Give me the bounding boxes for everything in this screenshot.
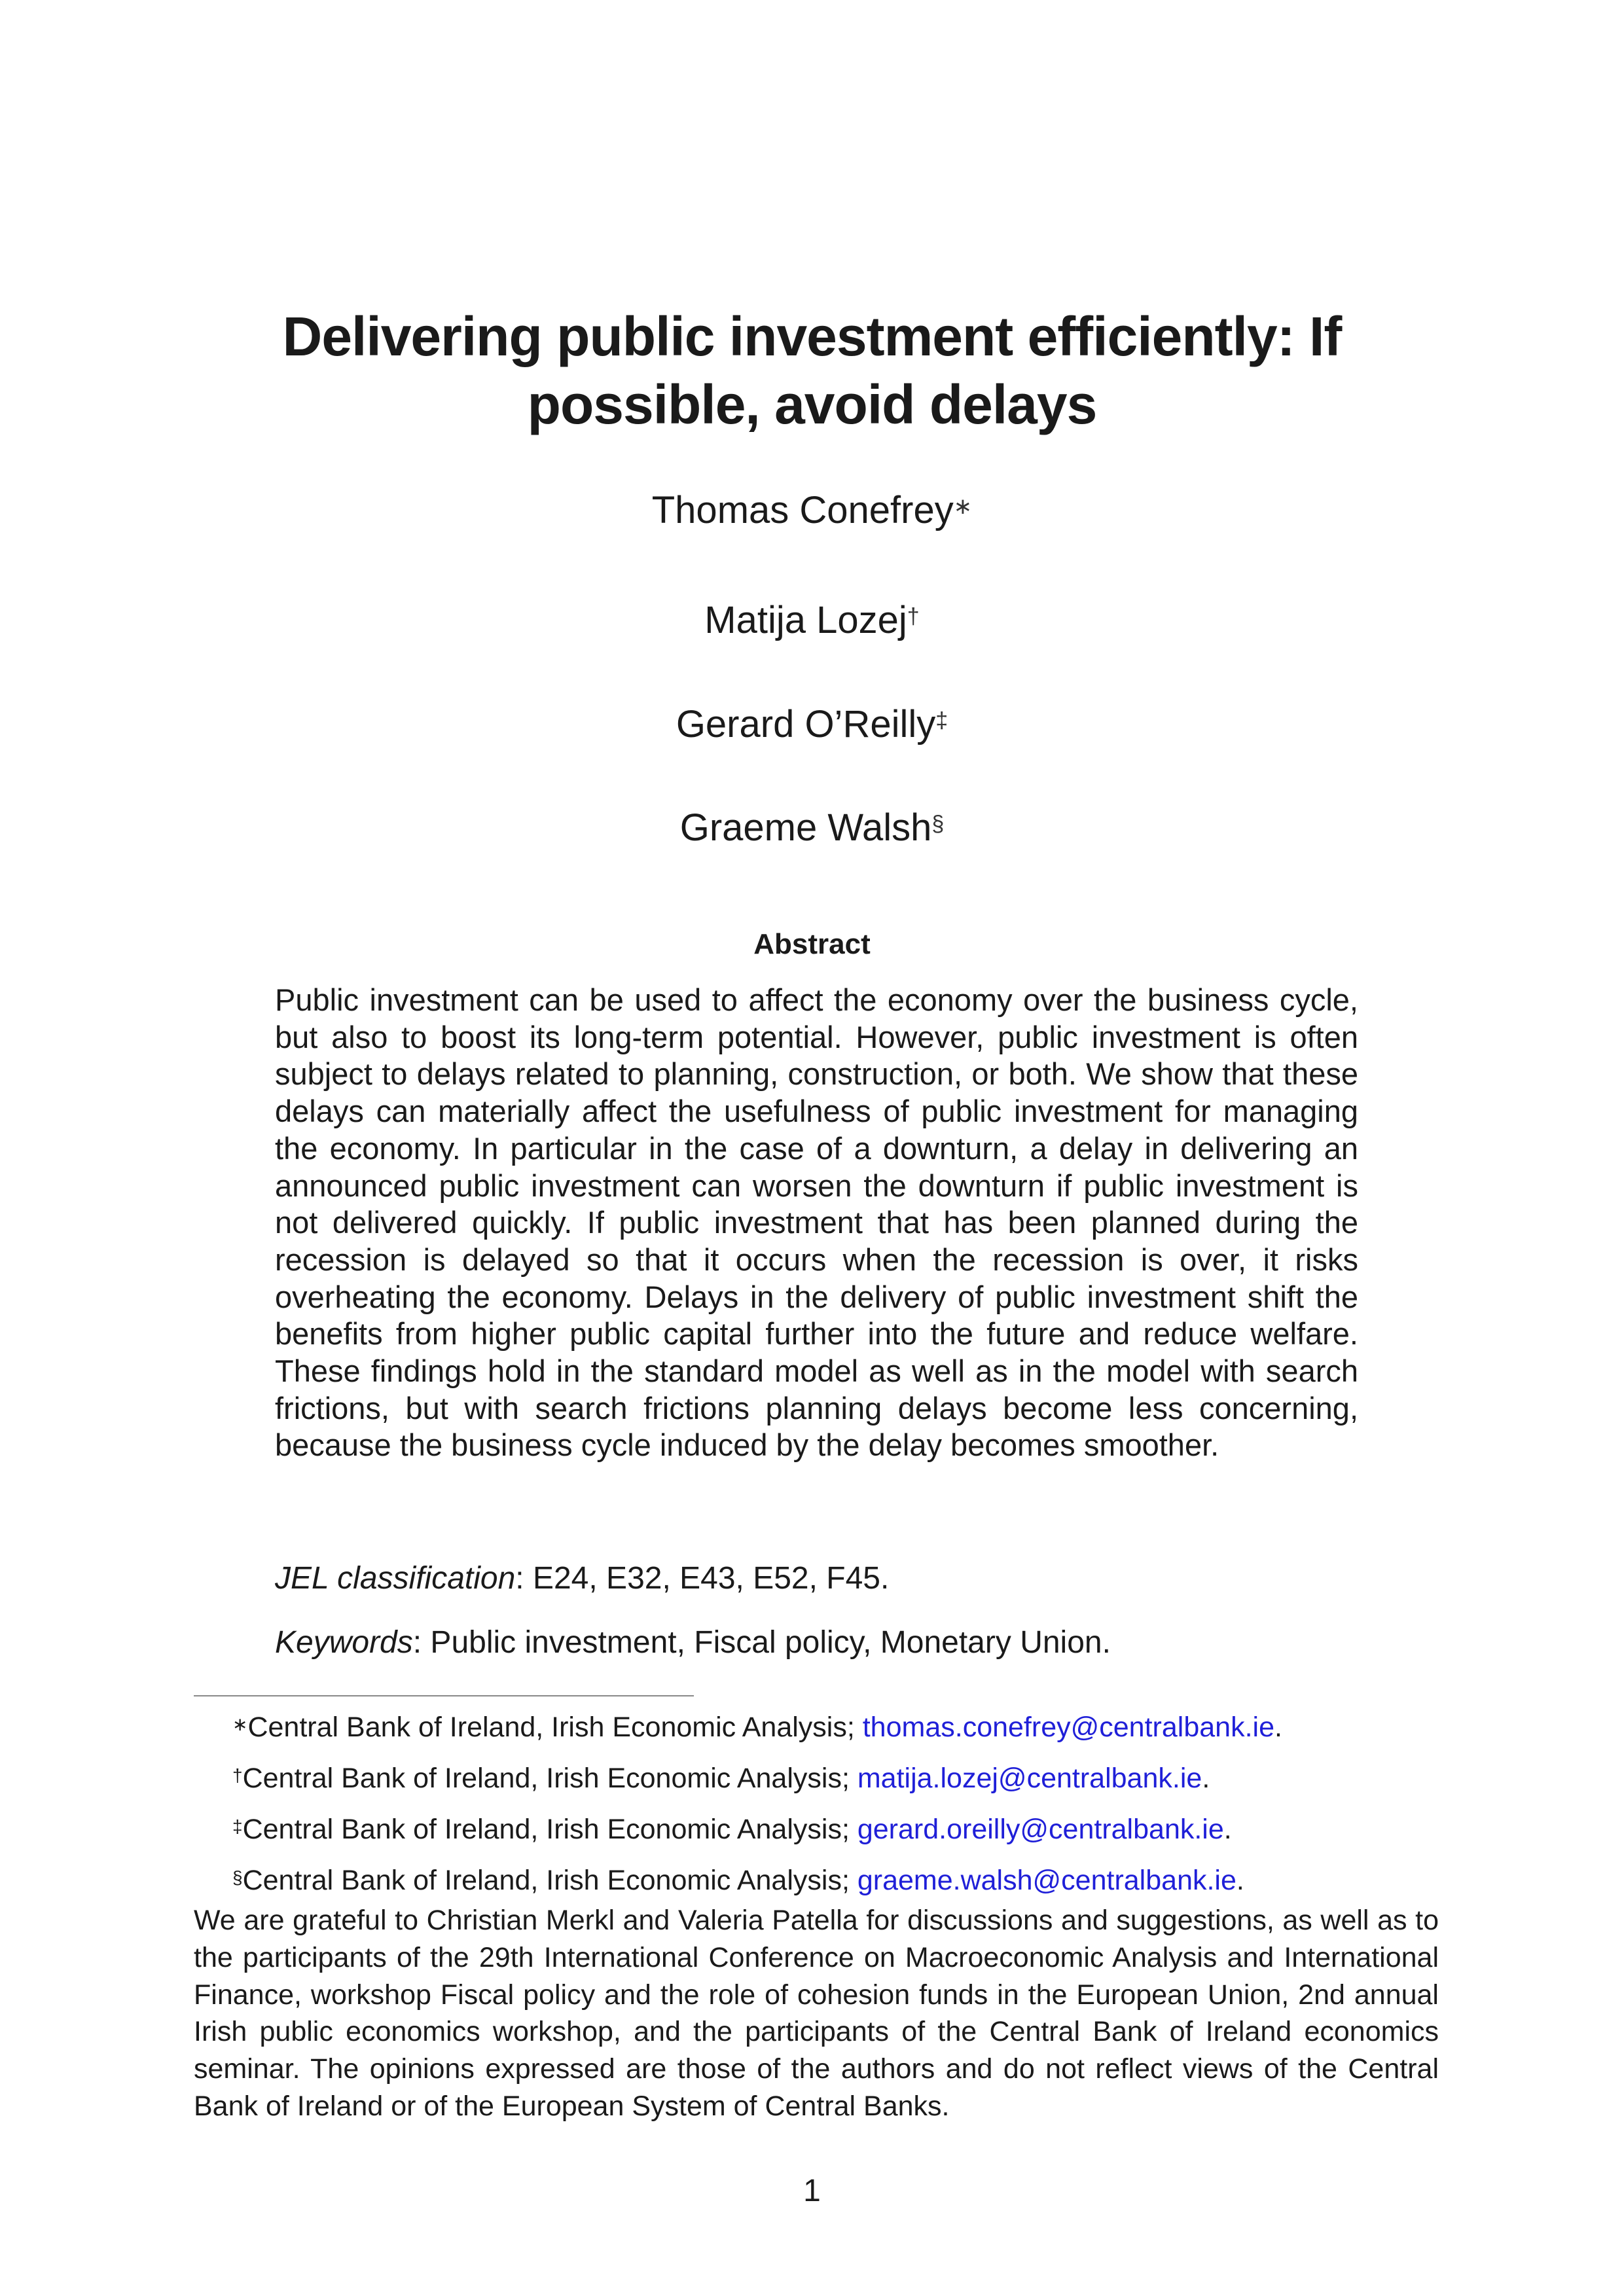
footnote-mark: §: [232, 1867, 243, 1888]
footnote-affiliation: Central Bank of Ireland, Irish Economic Analysis;: [242, 1763, 857, 1794]
footnote-mark: †: [232, 1765, 243, 1785]
acknowledgement-text: We are grateful to Christian Merkl and Valeria Patella for discussions and suggestions, as well as to the participants of the 29th International Conference on Macroeconomic Analysis and International Finance, workshop Fiscal policy and the role of cohesion funds in the European Union, 2nd annual Irish public economics workshop, and the participants of the Central Bank of Ireland economics seminar. The opinions expressed are those of the authors and do not reflect views of the Central Bank of Ireland or of the European System of Central Banks.: [194, 1905, 1439, 2122]
footnote-affiliation: Central Bank of Ireland, Irish Economic Analysis;: [242, 1865, 857, 1896]
footnote-2: †Central Bank of Ireland, Irish Economic Analysis; matija.lozej@centralbank.ie.: [232, 1763, 1210, 1794]
author-2: [0, 598, 1624, 643]
author-name: Thomas Conefrey: [651, 489, 954, 531]
abstract-heading: Abstract: [753, 928, 871, 960]
author-name: Graeme Walsh: [679, 806, 932, 849]
keywords-label: Keywords: [275, 1625, 413, 1660]
author-footnote-mark[interactable]: ‡: [935, 708, 948, 733]
abstract-text: Public investment can be used to affect the economy over the business cycle, but also to boost its long-term potential. However, public investment is often subject to delays related to planning, construction, or both. We show that these delays can materially affect the usefulness of public investment for managing the economy. In particular in the case of a downturn, a delay in delivering an announced public investment can worsen the downturn if public investment is not delivered quickly. If public investment that has been planned during the recession is delayed so that it occurs when the recession is over, it risks overheating the economy. Delays in the delivery of public investment shift the benefits from higher public capital further into the future and reduce welfare. These findings hold in the standard model as well as in the model with search frictions, but with search frictions planning delays become less concerning, because the business cycle induced by the delay becomes smoother.: [275, 982, 1358, 1463]
email-link[interactable]: matija.lozej@centralbank.ie: [857, 1763, 1202, 1794]
email-link[interactable]: graeme.walsh@centralbank.ie: [857, 1865, 1236, 1896]
footnote-4: §Central Bank of Ireland, Irish Economic Analysis; graeme.walsh@centralbank.ie.: [232, 1865, 1244, 1896]
footnote-affiliation: Central Bank of Ireland, Irish Economic Analysis;: [242, 1814, 857, 1845]
author-3: [0, 702, 1624, 747]
author-footnote-mark[interactable]: ∗: [953, 494, 973, 519]
author-name: Gerard O’Reilly: [676, 703, 936, 745]
page-number: 1: [803, 2174, 821, 2208]
jel-label: JEL classification: [275, 1561, 516, 1596]
footnote-3: ‡Central Bank of Ireland, Irish Economic Analysis; gerard.oreilly@centralbank.ie.: [232, 1814, 1232, 1845]
email-link[interactable]: thomas.conefrey@centralbank.ie: [862, 1712, 1274, 1743]
footnote-affiliation: Central Bank of Ireland, Irish Economic Analysis;: [247, 1712, 863, 1743]
paper-title: Delivering public investment efficiently: If possible, avoid delays: [282, 306, 1342, 435]
keywords-list: : Public investment, Fiscal policy, Monetary Union.: [412, 1625, 1111, 1660]
footnote-1: ∗Central Bank of Ireland, Irish Economic Analysis; thomas.conefrey@centralbank.ie.: [232, 1712, 1282, 1743]
keywords: [275, 1623, 1358, 1662]
author-name: Matija Lozej: [704, 599, 907, 641]
author-4: [0, 805, 1624, 851]
footnote-mark: ∗: [232, 1714, 248, 1734]
email-link[interactable]: gerard.oreilly@centralbank.ie: [857, 1814, 1224, 1845]
jel-codes: : E24, E32, E43, E52, F45.: [515, 1561, 890, 1596]
footnote-divider: [194, 1695, 694, 1696]
footnote-mark: ‡: [232, 1816, 243, 1837]
author-1: [0, 488, 1624, 533]
author-footnote-mark[interactable]: †: [907, 604, 920, 629]
author-footnote-mark[interactable]: §: [931, 812, 945, 836]
jel-classification: [275, 1559, 1358, 1598]
